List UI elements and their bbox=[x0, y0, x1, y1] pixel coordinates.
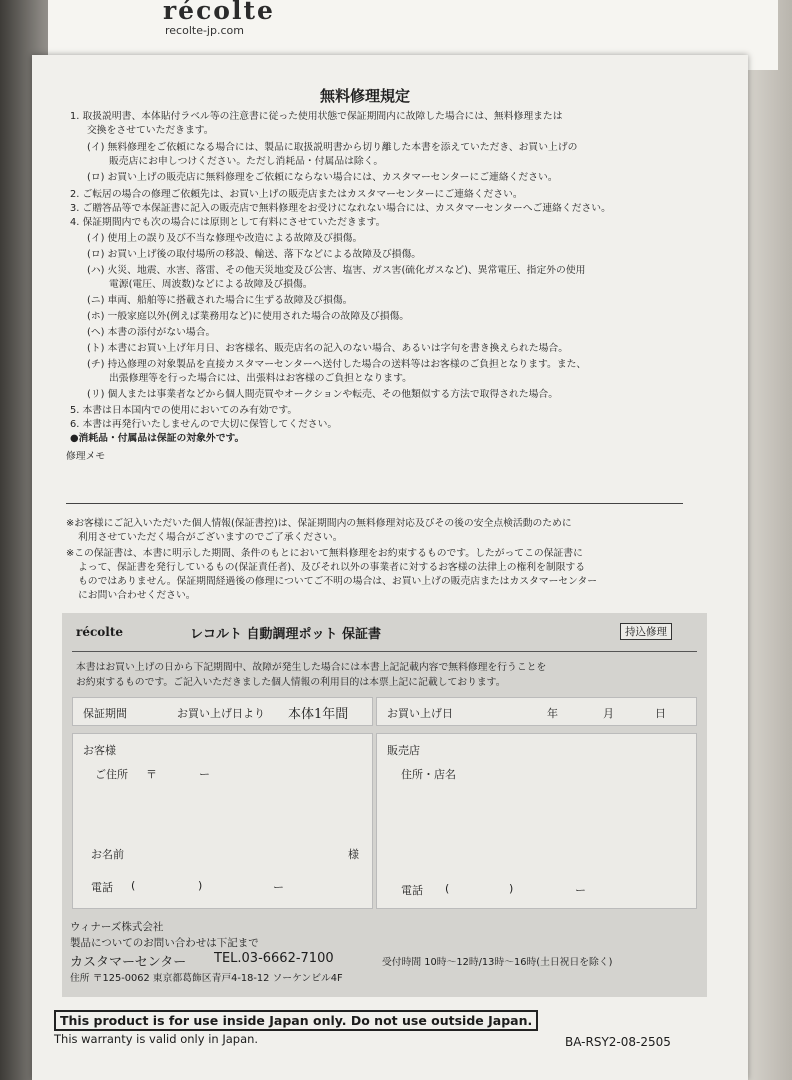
memo-line bbox=[66, 503, 683, 504]
brand-logo: récolte bbox=[163, 0, 275, 25]
card-intro: お約束するものです。ご記入いただきました個人情報の利用目的は本票上記に記載しております。 bbox=[76, 677, 506, 688]
warranty-note: ※この保証書は、本書に明示した期間、条件のもとにおいて無料修理をお約束するものです。したがってこの保証書に bbox=[66, 548, 583, 559]
dealer-box[interactable] bbox=[376, 733, 697, 909]
page-title: 無料修理規定 bbox=[320, 87, 411, 105]
rule-line: (チ) 持込修理の対象製品を直接カスタマーセンターへ送付した場合の送料等はお客様のご負担となります。また、 bbox=[87, 359, 587, 370]
postal-mark: 〒 bbox=[146, 768, 157, 781]
privacy-note: ※お客様にご記入いただいた個人情報(保証書控)は、保証期間内の無料修理対応及びその後の安全点検活動のために bbox=[66, 518, 572, 529]
center-tel: TEL.03-6662-7100 bbox=[214, 951, 334, 966]
postal-dash: ー bbox=[199, 768, 210, 781]
rule-line: 3. ご贈答品等で本保証書に記入の販売店で無料修理をお受けになれない場合には、カスタマーセンターへご連絡ください。 bbox=[70, 203, 611, 214]
rule-line: 販売店にお申しつけください。ただし消耗品・付属品は除く。 bbox=[109, 156, 384, 167]
customer-tel-close: ) bbox=[198, 879, 203, 892]
dealer-tel-close: ) bbox=[509, 882, 514, 895]
carry-in-badge: 持込修理 bbox=[620, 623, 672, 640]
period-label: 保証期間 bbox=[83, 707, 127, 720]
center-address: 住所 〒125-0062 東京都葛飾区青戸4-18-12 ソーケンビル4F bbox=[70, 973, 343, 984]
brand-url: recolte-jp.com bbox=[165, 24, 244, 37]
card-divider bbox=[72, 651, 697, 652]
dealer-tel-dash: ー bbox=[575, 884, 586, 897]
address-label: ご住所 bbox=[95, 768, 128, 781]
customer-tel-open: ( bbox=[131, 879, 136, 892]
year-label: 年 bbox=[547, 707, 558, 720]
day-label: 日 bbox=[655, 707, 666, 720]
rule-line: (ニ) 車両、船舶等に搭載された場合に生ずる故障及び損傷。 bbox=[87, 295, 353, 306]
rule-line: (ロ) お買い上げ後の取付場所の移設、輸送、落下などによる故障及び損傷。 bbox=[87, 249, 422, 260]
rule-line: 交換をさせていただきます。 bbox=[87, 125, 214, 136]
dealer-tel-label: 電話 bbox=[401, 884, 423, 897]
purchase-date-label: お買い上げ日 bbox=[387, 707, 453, 720]
period-cell bbox=[72, 697, 373, 726]
purchase-date-cell[interactable] bbox=[376, 697, 697, 726]
warranty-note: よって、保証書を発行しているもの(保証責任者)、及びそれ以外の事業者に対するお客様の法律上の権利を制限する bbox=[78, 562, 586, 573]
rule-line: (ヘ) 本書の添付がない場合。 bbox=[87, 327, 216, 338]
company-name: ウィナーズ株式会社 bbox=[70, 921, 164, 933]
warranty-note: にお問い合わせください。 bbox=[78, 590, 196, 601]
japan-only-notice: This product is for use inside Japan only. Do not use outside Japan. bbox=[54, 1010, 538, 1031]
rule-line: 5. 本書は日本国内での使用においてのみ有効です。 bbox=[70, 405, 298, 416]
privacy-note: 利用させていただく場合がございますのでご了承ください。 bbox=[78, 532, 343, 543]
customer-box[interactable] bbox=[72, 733, 373, 909]
rule-line: 出張修理等を行った場合には、出張料はお客様のご負担となります。 bbox=[109, 373, 412, 384]
backdrop-right bbox=[742, 0, 792, 1080]
rule-line: 1. 取扱説明書、本体貼付ラベル等の注意書に従った使用状態で保証期間内に故障した場合には、無料修理または bbox=[70, 111, 563, 122]
inquiry-text: 製品についてのお問い合わせは下記まで bbox=[70, 937, 259, 949]
rule-line: (イ) 無料修理をご依頼になる場合には、製品に取扱説明書から切り離した本書を添えていただき、お買い上げの bbox=[87, 142, 578, 153]
rule-line: (ホ) 一般家庭以外(例えば業務用など)に使用された場合の故障及び損傷。 bbox=[87, 311, 410, 322]
rule-line: 電源(電圧、周波数)などによる故障及び損傷。 bbox=[109, 279, 313, 290]
warranty-note: ものではありません。保証期間経過後の修理についてご不明の場合は、お買い上げの販売店またはカスタマーセンター bbox=[78, 576, 598, 587]
rule-line: 2. ご転居の場合の修理ご依頼先は、お買い上げの販売店またはカスタマーセンターにご連絡ください。 bbox=[70, 189, 523, 200]
card-brand-logo: récolte bbox=[76, 625, 124, 639]
card-intro: 本書はお買い上げの日から下記期間中、故障が発生した場合には本書上記記載内容で無料修理を行うことを bbox=[76, 662, 547, 673]
valid-in-japan: This warranty is valid only in Japan. bbox=[54, 1032, 259, 1046]
month-label: 月 bbox=[603, 707, 614, 720]
rule-line: (ハ) 火災、地震、水害、落雷、その他天災地変及び公害、塩害、ガス害(硫化ガスなど)、異常電圧、指定外の使用 bbox=[87, 265, 586, 276]
period-from: お買い上げ日より bbox=[177, 707, 265, 720]
excluded-notice: ●消耗品・付属品は保証の対象外です。 bbox=[70, 433, 245, 444]
customer-tel-dash: ー bbox=[273, 881, 284, 894]
business-hours: 受付時間 10時〜12時/13時〜16時(土日祝日を除く) bbox=[382, 957, 613, 968]
warranty-sheet bbox=[32, 55, 748, 1080]
document-code: BA-RSY2-08-2505 bbox=[565, 1035, 671, 1049]
name-label: お名前 bbox=[91, 848, 124, 861]
period-value: 本体1年間 bbox=[288, 707, 349, 722]
dealer-tel-open: ( bbox=[445, 882, 450, 895]
customer-label: お客様 bbox=[83, 744, 116, 757]
rule-line: (ロ) お買い上げの販売店に無料修理をご依頼にならない場合には、カスタマーセンターにご連絡ください。 bbox=[87, 172, 558, 183]
rule-line: 4. 保証期間内でも次の場合には原則として有料にさせていただきます。 bbox=[70, 217, 386, 228]
warranty-card bbox=[62, 613, 707, 997]
customer-tel-label: 電話 bbox=[91, 881, 113, 894]
dealer-address-label: 住所・店名 bbox=[401, 768, 456, 781]
memo-label: 修理メモ bbox=[66, 451, 106, 462]
honorific: 様 bbox=[348, 848, 359, 861]
rule-line: (イ) 使用上の誤り及び不当な修理や改造による故障及び損傷。 bbox=[87, 233, 363, 244]
dealer-label: 販売店 bbox=[387, 744, 420, 757]
rule-line: (リ) 個人または事業者などから個人間売買やオークションや転売、その他類似する方法で取得された場合。 bbox=[87, 389, 559, 400]
rule-line: 6. 本書は再発行いたしませんので大切に保管してください。 bbox=[70, 419, 338, 430]
rule-line: (ト) 本書にお買い上げ年月日、お客様名、販売店名の記入のない場合、あるいは字句を書き換えられた場合。 bbox=[87, 343, 569, 354]
customer-center: カスタマーセンター bbox=[70, 955, 187, 970]
card-title: レコルト 自動調理ポット 保証書 bbox=[190, 627, 382, 642]
